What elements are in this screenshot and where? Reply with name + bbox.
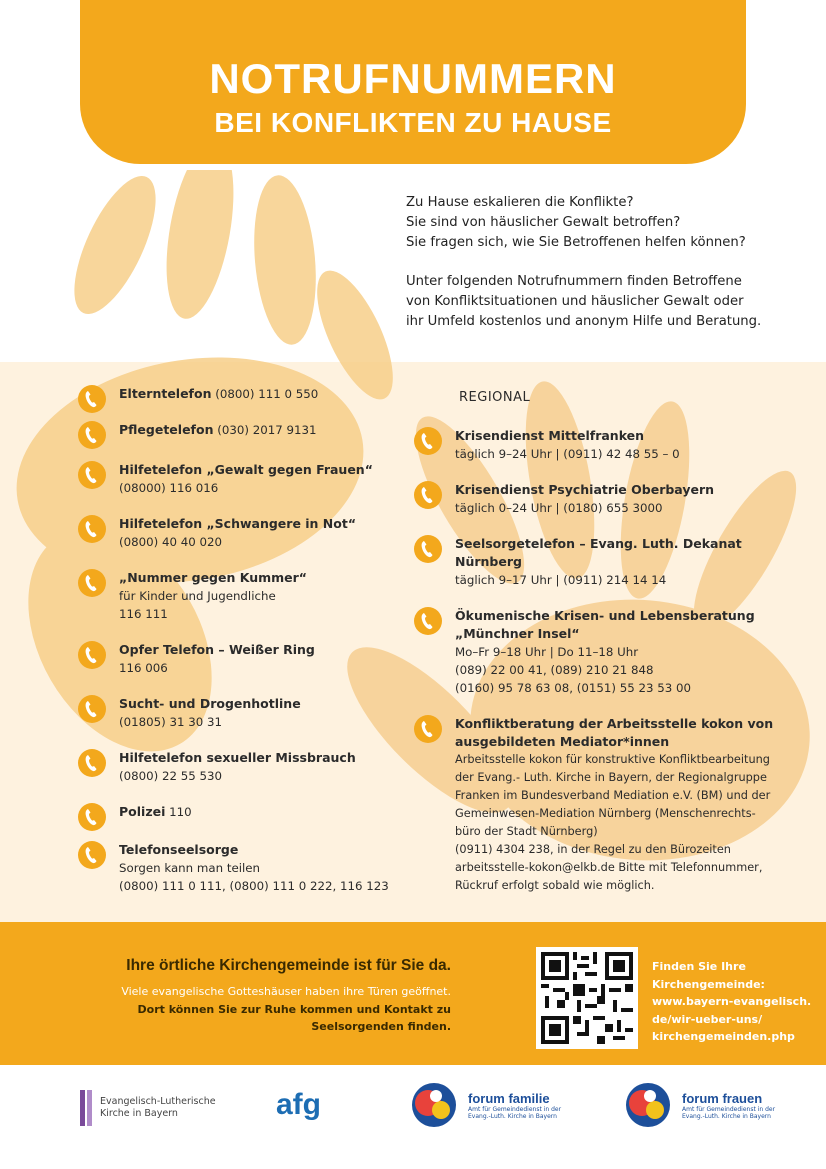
hotline-entry — [78, 641, 315, 677]
intro-paragraph-2: Unter folgenden Notrufnummern finden Betroffene von Konfliktsituationen und häuslicher Gewalt oder ihr Umfeld kostenlos und anonym Hilfe und Beratung. — [406, 274, 762, 329]
hotline-number: (01805) 31 30 31 — [119, 715, 223, 729]
hotline-title: Pflegetelefon — [119, 422, 214, 437]
hotline-entry — [414, 607, 755, 697]
page-title: NOTRUFNUMMERN — [209, 55, 617, 102]
phone-icon — [78, 695, 106, 723]
phone-icon — [414, 481, 442, 509]
phone-icon — [78, 515, 106, 543]
hotline-detail: Franken im Bundesverband Mediation e.V. (BM) und der — [455, 789, 771, 802]
hotline-entry — [78, 695, 301, 731]
hotline-title: Polizei — [119, 804, 166, 819]
phone-icon — [414, 535, 442, 563]
phone-icon — [78, 803, 106, 831]
phone-icon — [78, 641, 106, 669]
hotline-number: (0800) 111 0 550 — [215, 387, 319, 401]
hotline-entry — [78, 385, 318, 413]
qr-code[interactable] — [536, 947, 638, 1049]
hotline-title: Hilfetelefon „Schwangere in Not“ — [119, 516, 357, 531]
phone-icon — [78, 841, 106, 869]
phone-icon — [78, 569, 106, 597]
hotline-number: 110 — [169, 805, 192, 819]
hotline-entry — [414, 715, 773, 895]
forum-familie-logo: forum familie Amt für Gemeindedienst in der Evang.-Luth. Kirche in Bayern — [408, 1080, 561, 1130]
hotline-title: „Nummer gegen Kummer“ — [119, 570, 307, 585]
hotline-title: Hilfetelefon „Gewalt gegen Frauen“ — [119, 462, 373, 477]
hotline-title: Ökumenische Krisen- und Lebensberatung — [455, 608, 755, 623]
hotline-entry — [414, 535, 742, 589]
hotline-number: (0800) 40 40 020 — [119, 535, 223, 549]
hotline-detail: für Kinder und Jugendliche — [119, 589, 276, 603]
hotline-hours: Mo–Fr 9–18 Uhr | Do 11–18 Uhr — [455, 645, 639, 659]
forum-familie-logo-mark — [408, 1080, 462, 1130]
hotline-entry — [414, 481, 714, 517]
elkb-logo: Evangelisch-Lutherische Kirche in Bayern — [80, 1090, 216, 1126]
hotline-title: Telefonseelsorge — [119, 842, 239, 857]
hotline-number: (030) 2017 9131 — [217, 423, 317, 437]
hotline-title: Krisendienst Mittelfranken — [455, 428, 645, 443]
afg-logo: afg — [276, 1088, 321, 1121]
qr-info-text: Finden Sie Ihre Kirchengemeinde: www.bayern-evangelisch. de/wir-ueber-uns/ kirchengemeinden.php — [652, 960, 812, 1043]
hotline-number: täglich 9–24 Uhr | (0911) 42 48 55 – 0 — [455, 447, 680, 461]
hotline-title-cont: „Münchner Insel“ — [455, 626, 580, 641]
hotline-entry — [78, 803, 192, 831]
hotline-detail: der Evang.- Luth. Kirche in Bayern, der Regionalgruppe — [455, 771, 767, 784]
hotline-number: (0160) 95 78 63 08, (0151) 55 23 53 00 — [455, 681, 692, 695]
page-subtitle: BEI KONFLIKTEN ZU HAUSE — [214, 107, 612, 138]
hotline-detail: Sorgen kann man teilen — [119, 861, 260, 875]
forum-frauen-logo-mark — [622, 1080, 676, 1130]
hotline-email: arbeitsstelle-kokon@elkb.de Bitte mit Telefonnummer, — [455, 861, 763, 874]
hotline-detail: Arbeitsstelle kokon für konstruktive Konfliktbearbeitung — [455, 753, 770, 766]
hotline-detail: Rückruf erfolgt sobald wie möglich. — [455, 879, 655, 892]
hotline-entry — [78, 841, 389, 895]
hotline-entry — [78, 569, 307, 623]
regional-heading: REGIONAL — [459, 390, 531, 405]
hotline-title: Elterntelefon — [119, 386, 212, 401]
church-finder-link[interactable]: www.bayern-evangelisch. — [652, 995, 812, 1008]
hotline-title: Konfliktberatung der Arbeitsstelle kokon von — [455, 716, 774, 731]
hotline-number: (08000) 116 016 — [119, 481, 219, 495]
phone-icon — [414, 715, 442, 743]
hotline-entry — [78, 749, 356, 785]
hotline-number: (089) 22 00 41, (089) 210 21 848 — [455, 663, 654, 677]
intro-paragraph-1: Zu Hause eskalieren die Konflikte? Sie sind von häuslicher Gewalt betroffen? Sie fragen sich, wie Sie Betroffenen helfen können? — [406, 195, 746, 250]
phone-icon — [414, 607, 442, 635]
hotline-title: Seelsorgetelefon – Evang. Luth. Dekanat — [455, 536, 742, 551]
hotline-number: 116 111 — [119, 607, 168, 621]
phone-icon — [78, 385, 106, 413]
elkb-logo-mark — [80, 1090, 92, 1126]
hotline-entry — [78, 461, 373, 497]
hotline-title: Krisendienst Psychiatrie Oberbayern — [455, 482, 715, 497]
hotline-title: Sucht- und Drogenhotline — [119, 696, 301, 711]
hotline-title: Hilfetelefon sexueller Missbrauch — [119, 750, 356, 765]
phone-icon — [78, 421, 106, 449]
hotline-detail: Gemeinwesen-Mediation Nürnberg (Menschenrechts- — [455, 807, 756, 820]
church-info-text: Viele evangelische Gotteshäuser haben ihre Türen geöffnet. Dort können Sie zur Ruhe kommen und Kontakt zu Seelsorgenden finden. — [121, 985, 451, 1033]
hotline-number: (0800) 111 0 111, (0800) 111 0 222, 116 123 — [119, 879, 389, 893]
hotline-entry — [414, 427, 680, 463]
phone-icon — [414, 427, 442, 455]
hotline-entry — [78, 515, 356, 551]
hotline-title: Opfer Telefon – Weißer Ring — [119, 642, 315, 657]
hotline-title-cont: Nürnberg — [455, 554, 522, 569]
hotline-detail: büro der Stadt Nürnberg) — [455, 825, 598, 838]
hotline-number: 116 006 — [119, 661, 168, 675]
hotline-number: (0911) 4304 238, in der Regel zu den Bürozeiten — [455, 843, 731, 856]
header-banner — [80, 0, 746, 164]
forum-frauen-logo: forum frauen Amt für Gemeindedienst in der Evang.-Luth. Kirche in Bayern — [622, 1080, 775, 1130]
intro-text — [406, 193, 786, 351]
hotline-number: (0800) 22 55 530 — [119, 769, 223, 783]
hotline-entry — [78, 421, 317, 449]
phone-icon — [78, 749, 106, 777]
church-info-title: Ihre örtliche Kirchengemeinde ist für Sie da. — [126, 957, 451, 974]
phone-icon — [78, 461, 106, 489]
hotline-number: täglich 0–24 Uhr | (0180) 655 3000 — [455, 501, 663, 515]
hotline-number: täglich 9–17 Uhr | (0911) 214 14 14 — [455, 573, 667, 587]
hotline-title-cont: ausgebildeten Mediator*innen — [455, 734, 670, 749]
